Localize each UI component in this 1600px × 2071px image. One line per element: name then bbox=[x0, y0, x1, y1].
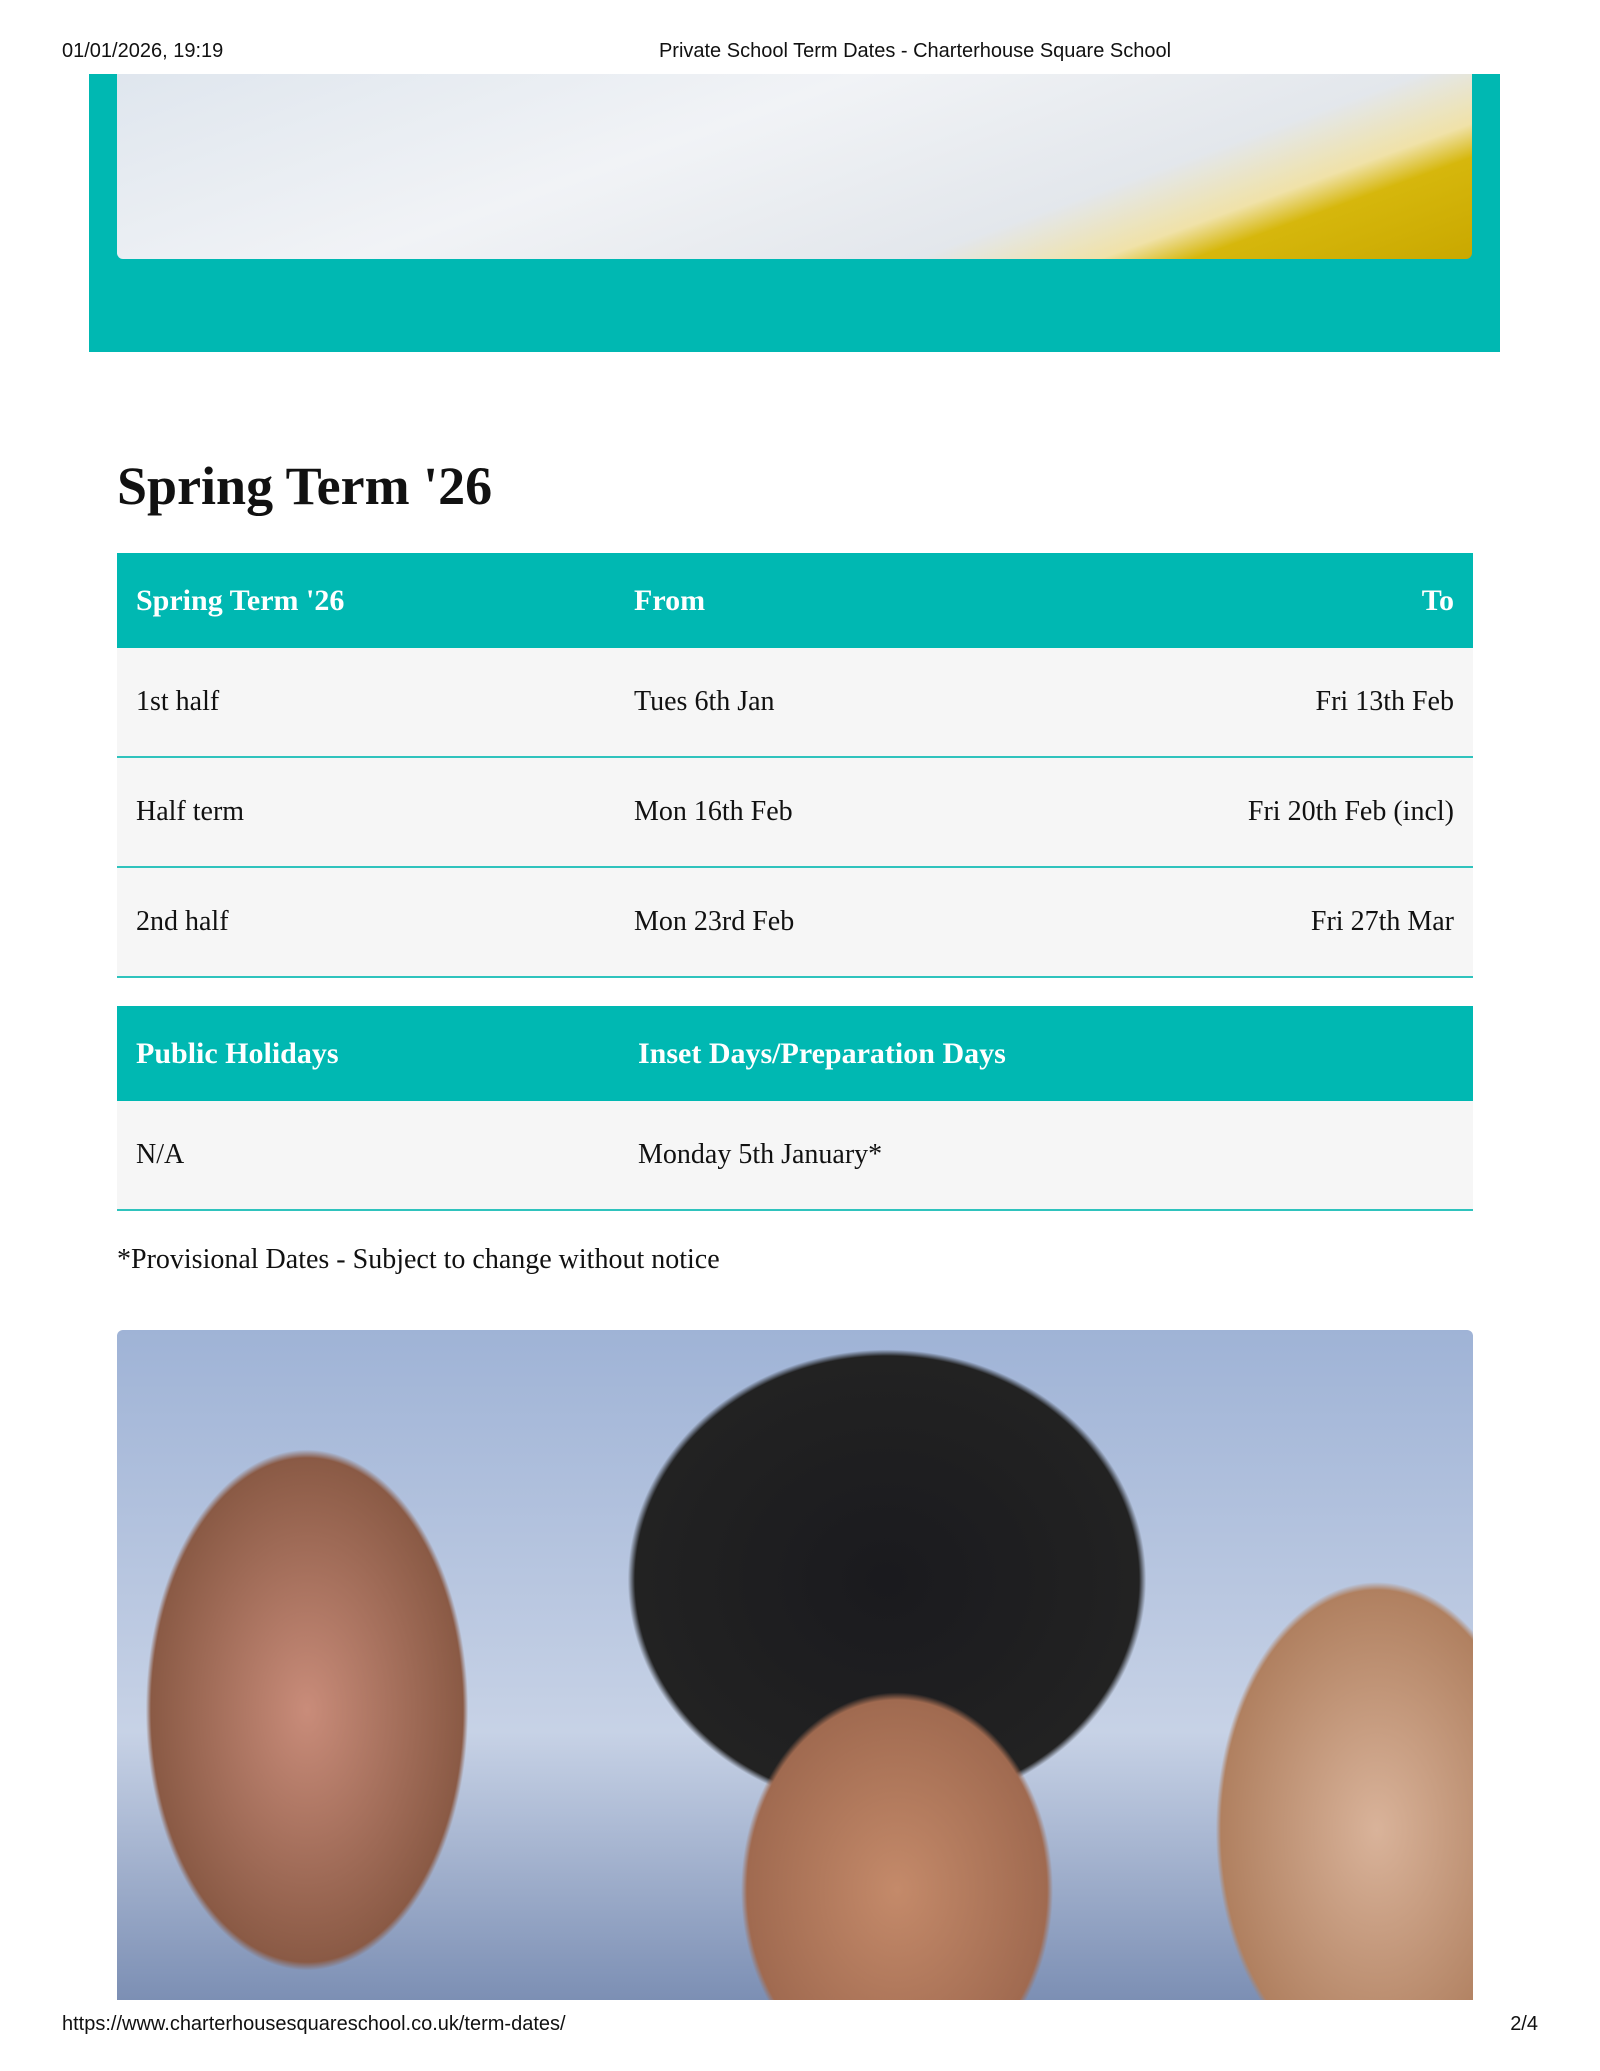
table-header-row bbox=[117, 1006, 1473, 1101]
table-cell: Tues 6th Jan bbox=[615, 648, 1000, 757]
hero-image bbox=[117, 74, 1472, 259]
print-title: Private School Term Dates - Charterhouse Square School bbox=[658, 40, 1172, 62]
table-cell: 1st half bbox=[117, 648, 615, 757]
print-datetime: 01/01/2026, 19:19 bbox=[62, 40, 224, 62]
print-url: https://www.charterhousesquareschool.co.uk/term-dates/ bbox=[62, 2013, 566, 2035]
column-header: Spring Term '26 bbox=[117, 553, 615, 648]
page-number: 2/4 bbox=[1510, 2013, 1538, 2035]
column-header: Inset Days/Preparation Days bbox=[619, 1006, 1473, 1101]
table-cell: Monday 5th January* bbox=[619, 1101, 1473, 1210]
column-header: Public Holidays bbox=[117, 1006, 619, 1101]
holidays-table bbox=[117, 1006, 1473, 1211]
students-photo bbox=[117, 1330, 1473, 2000]
table-cell: 2nd half bbox=[117, 867, 615, 977]
table-cell: Fri 13th Feb bbox=[1000, 648, 1473, 757]
hero-banner bbox=[89, 74, 1500, 352]
table-cell: Fri 20th Feb (incl) bbox=[1000, 757, 1473, 867]
table-row bbox=[117, 867, 1473, 977]
table-header-row bbox=[117, 553, 1473, 648]
table-cell: N/A bbox=[117, 1101, 619, 1210]
term-dates-table bbox=[117, 553, 1473, 978]
table-cell: Mon 23rd Feb bbox=[615, 867, 1000, 977]
page-title: Spring Term '26 bbox=[117, 456, 493, 516]
table-row bbox=[117, 1101, 1473, 1210]
column-header: From bbox=[615, 553, 1000, 648]
footnote: *Provisional Dates - Subject to change without notice bbox=[117, 1244, 720, 1275]
table-cell: Mon 16th Feb bbox=[615, 757, 1000, 867]
column-header: To bbox=[1000, 553, 1473, 648]
table-row bbox=[117, 757, 1473, 867]
table-cell: Half term bbox=[117, 757, 615, 867]
table-row bbox=[117, 648, 1473, 757]
table-cell: Fri 27th Mar bbox=[1000, 867, 1473, 977]
